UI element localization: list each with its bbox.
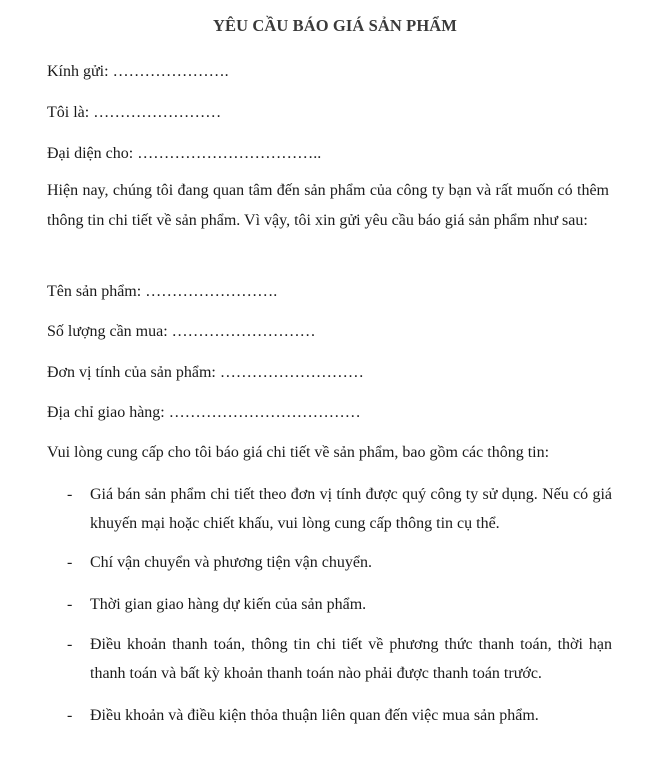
bullet-dash: - (67, 596, 73, 613)
field-label: Tên sản phẩm: (47, 283, 142, 300)
field-unit (47, 363, 364, 383)
field-blank[interactable]: …………………. (112, 63, 229, 80)
request-paragraph: Vui lòng cung cấp cho tôi báo giá chi tiết về sản phẩm, bao gồm các thông tin: (47, 444, 550, 461)
list-item-text: Giá bán sản phẩm chi tiết theo đơn vị tính được quý công ty sử dụng. Nếu có giá khuyến mại hoặc chiết khấu, vui lòng cung cấp thông tin cụ thể. (90, 486, 612, 532)
field-label: Số lượng cần mua: (47, 323, 168, 340)
field-sender (47, 103, 221, 123)
intro-paragraph: Hiện nay, chúng tôi đang quan tâm đến sản phẩm của công ty bạn và rất muốn có thêm thông tin chi tiết về sản phẩm. Vì vậy, tôi xin gửi yêu cầu báo giá sản phẩm như sau: (47, 182, 609, 229)
field-product-name (47, 282, 277, 302)
bullet-dash: - (67, 486, 73, 503)
field-blank[interactable]: ……………………………… (168, 404, 361, 421)
list-item-text: Thời gian giao hàng dự kiến của sản phẩm. (90, 596, 367, 613)
field-recipient (47, 62, 229, 82)
list-item-text: Điều khoản thanh toán, thông tin chi tiết về phương thức thanh toán, thời hạn thanh toán và bất kỳ khoản thanh toán nào phải được thanh toán trước. (90, 636, 612, 682)
list-item (67, 590, 612, 619)
list-item (67, 701, 612, 730)
field-representing (47, 144, 321, 164)
field-blank[interactable]: …………………………….. (137, 145, 322, 162)
list-item-text: Điều khoản và điều kiện thỏa thuận liên quan đến việc mua sản phẩm. (90, 707, 539, 724)
field-label: Địa chỉ giao hàng: (47, 404, 165, 421)
list-item-text: Chí vận chuyển và phương tiện vận chuyển. (90, 554, 372, 571)
field-label: Tôi là: (47, 104, 90, 121)
list-item (67, 480, 612, 538)
field-blank[interactable]: ……………………… (219, 364, 364, 381)
field-label: Đại diện cho: (47, 145, 134, 162)
bullet-dash: - (67, 554, 73, 571)
document-title: YÊU CẦU BÁO GIÁ SẢN PHẨM (213, 16, 457, 35)
field-blank[interactable]: …………………… (93, 104, 222, 121)
field-blank[interactable]: ……………………… (171, 323, 316, 340)
list-item (67, 630, 612, 688)
field-label: Đơn vị tính của sản phẩm: (47, 364, 216, 381)
field-label: Kính gửi: (47, 63, 109, 80)
field-delivery-address (47, 403, 361, 423)
field-quantity (47, 322, 316, 342)
field-blank[interactable]: ……………………. (145, 283, 278, 300)
bullet-dash: - (67, 636, 73, 653)
list-item (67, 548, 612, 577)
bullet-dash: - (67, 707, 73, 724)
